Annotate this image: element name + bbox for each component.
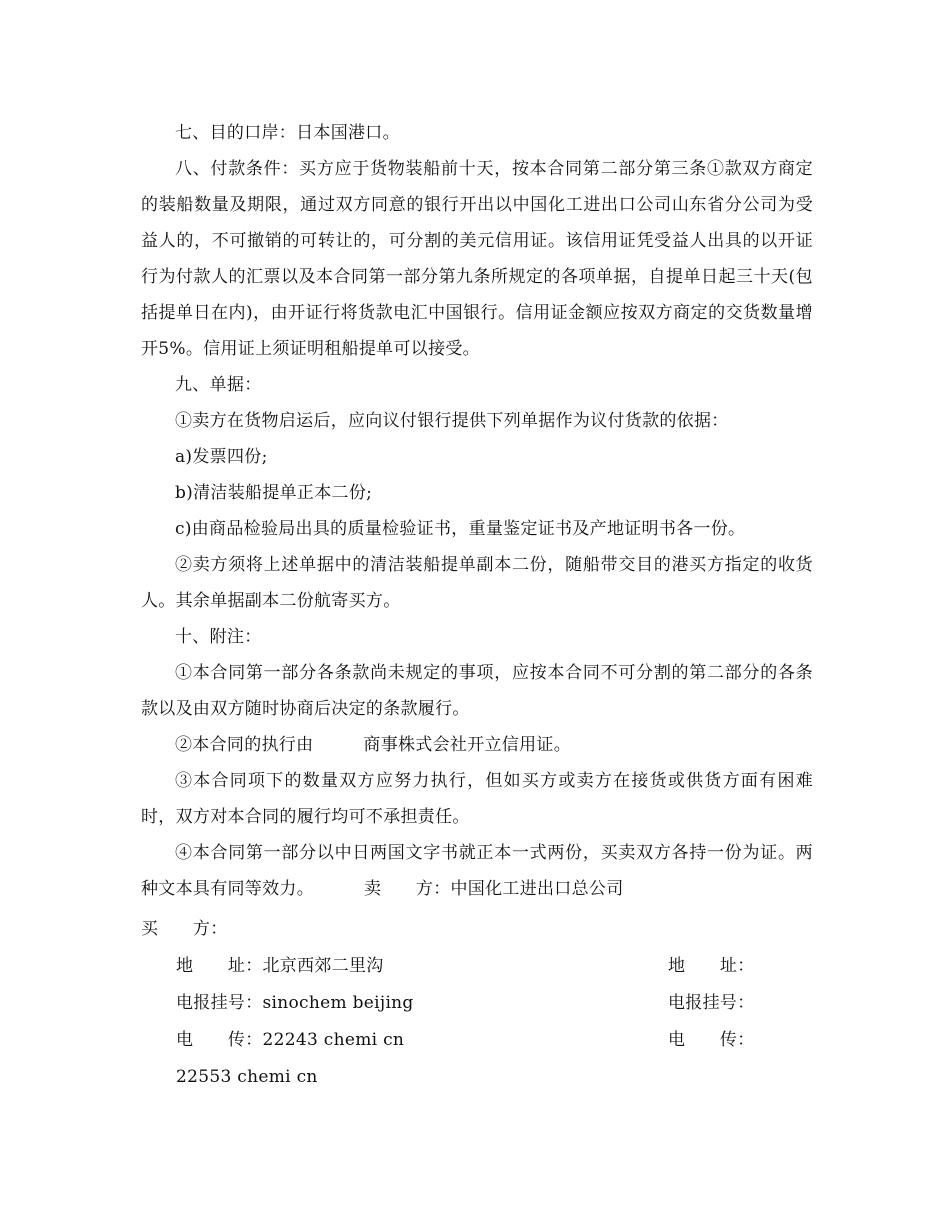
clause-8-payment-terms: 八、付款条件：买方应于货物装船前十天，按本合同第二部分第三条①款双方商定的装船数量及期限，通过双方同意的银行开出以中国化工进出口公司山东省分公司为受益人的，不可撤销的可转让的，可分割的美元信用证。该信用证凭受益人出具的以开证行为付款人的汇票以及本合同第一部分第九条所规定的各项单据，自提单日起三十天(包括提单日在内)，由开证行将货款电汇中国银行。信用证金额应按双方商定的交货数量增开5%。信用证上须证明租船提单可以接受。 (141, 159, 813, 359)
buyer-label: 买 方： (141, 919, 228, 939)
seller-cable-label: 电报挂号： (176, 993, 263, 1013)
seller-label: 卖 方： (364, 879, 451, 899)
seller-cable-value: sinochem beijing (262, 993, 414, 1013)
clause-10-item-4 (141, 835, 813, 907)
seller-cable-row (176, 985, 414, 1021)
buyer-cable-label: 电报挂号： (668, 993, 755, 1013)
seller-telex-value-2: 22553 chemi cn (176, 1067, 318, 1087)
clause-9-item-b: b)清洁装船提单正本二份; (175, 483, 373, 503)
seller-telex-value: 22243 chemi cn (262, 1030, 405, 1050)
seller-telex-row (176, 1022, 404, 1058)
contract-body (141, 115, 813, 907)
buyer-telex-label: 电 传： (668, 1030, 755, 1050)
clause-10-item-2 (141, 727, 813, 763)
seller-address-value: 北京西郊二里沟 (262, 956, 384, 976)
seller-address-label: 地 址： (176, 956, 263, 976)
clause-10-notes: 十、附注： (175, 627, 262, 647)
clause-10-item-4-text: ④本合同第一部分以中日两国文字书就正本一式两份，买卖双方各持一份为证。两种文本具有同等效力。 (141, 843, 813, 899)
clause-9-item-2: ②卖方须将上述单据中的清洁装船提单副本二份，随船带交目的港买方指定的收货人。其余单据副本二份航寄买方。 (141, 555, 813, 611)
clause-9-documents: 九、单据： (175, 375, 262, 395)
seller-address-row (176, 948, 384, 984)
seller-telex-label: 电 传： (176, 1030, 263, 1050)
clause-10-item-1: ①本合同第一部分各条款尚未规定的事项，应按本合同不可分割的第二部分的各条款以及由双方随时协商后决定的条款履行。 (141, 663, 813, 719)
clause-10-item-2-start: ②本合同的执行由 (175, 735, 314, 755)
clause-10-item-3: ③本合同项下的数量双方应努力执行，但如买方或卖方在接货或供货方面有困难时，双方对本合同的履行均可不承担责任。 (141, 771, 813, 827)
clause-9-item-1: ①卖方在货物启运后，应向议付银行提供下列单据作为议付货款的依据： (175, 411, 729, 431)
clause-7: 七、目的口岸：日本国港口。 (175, 123, 400, 143)
clause-9-item-c: c)由商品检验局出具的质量检验证书，重量鉴定证书及产地证明书各一份。 (175, 519, 746, 539)
seller-name: 中国化工进出口总公司 (450, 879, 624, 899)
clause-10-item-2-end: 商事株式会社开立信用证。 (363, 735, 572, 755)
clause-9-item-a: a)发票四份; (175, 447, 268, 467)
buyer-address-label: 地 址： (668, 956, 755, 976)
